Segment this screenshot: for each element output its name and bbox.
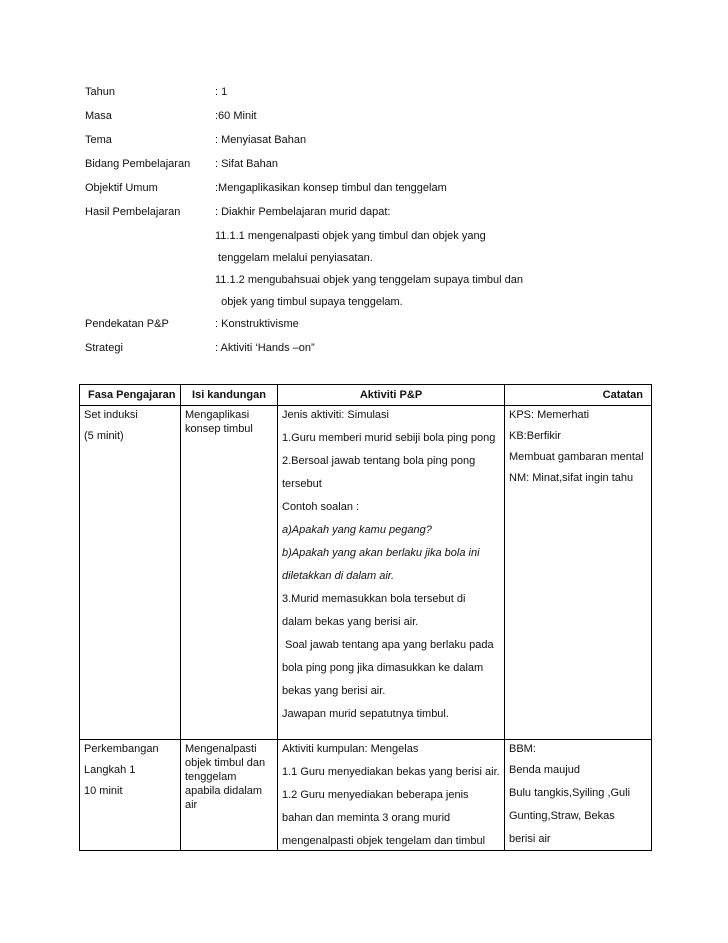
pendekatan-label: Pendekatan P&P: [85, 318, 169, 330]
strategi-value: : Aktiviti ‘Hands –on”: [215, 342, 315, 354]
catatan-line: BBM:: [509, 743, 536, 755]
table-row: [80, 740, 652, 851]
catatan-line: Membuat gambaran mental: [509, 451, 644, 463]
isi-cell: [181, 740, 278, 851]
aktiviti-line: 1.1 Guru menyediakan bekas yang berisi air.: [282, 766, 500, 778]
aktiviti-line: Jawapan murid sepatutnya timbul.: [282, 708, 449, 720]
lesson-plan-table: [79, 384, 652, 851]
fasa-line: Langkah 1: [84, 764, 136, 776]
aktiviti-line: 2.Bersoal jawab tentang bola ping pong: [282, 455, 476, 467]
tema-value: : Menyiasat Bahan: [215, 134, 307, 146]
fasa-line: 10 minit: [84, 785, 123, 797]
catatan-line: NM: Minat,sifat ingin tahu: [509, 472, 634, 484]
aktiviti-line: bekas yang berisi air.: [282, 685, 386, 697]
catatan-line: berisi air: [509, 833, 551, 845]
table-header-row: [80, 385, 652, 406]
masa-label: Masa: [85, 110, 112, 122]
tahun-label: Tahun: [85, 86, 115, 98]
hasil-value: : Diakhir Pembelajaran murid dapat:: [215, 206, 391, 218]
aktiviti-line: Contoh soalan :: [282, 501, 360, 513]
catatan-cell: [505, 740, 652, 851]
strategi-label: Strategi: [85, 342, 123, 354]
hasil-line: 11.1.2 mengubahsuai objek yang tenggelam supaya timbul dan: [215, 274, 524, 286]
fasa-line: Set induksi: [84, 409, 138, 421]
header-aktiviti: Aktiviti P&P: [278, 385, 505, 406]
aktiviti-line: bahan dan meminta 3 orang murid: [282, 812, 451, 824]
pendekatan-value: : Konstruktivisme: [215, 318, 299, 330]
hasil-line: objek yang timbul supaya tenggelam.: [215, 296, 403, 308]
header-fasa: Fasa Pengajaran: [80, 385, 181, 406]
catatan-line: Benda maujud: [509, 764, 580, 776]
fasa-line: Perkembangan: [84, 743, 159, 755]
header-isi: Isi kandungan: [181, 385, 278, 406]
masa-value: :60 Minit: [215, 110, 257, 122]
fasa-line: (5 minit): [84, 430, 124, 442]
hasil-label: Hasil Pembelajaran: [85, 206, 181, 218]
fasa-cell: [80, 740, 181, 851]
catatan-line: KPS: Memerhati: [509, 409, 590, 421]
hasil-line: 11.1.1 mengenalpasti objek yang timbul dan objek yang: [215, 230, 486, 242]
aktiviti-line: tersebut: [282, 478, 322, 490]
catatan-line: Bulu tangkis,Syiling ,Guli: [509, 787, 631, 799]
header-catatan: Catatan: [505, 385, 652, 406]
aktiviti-line: Soal jawab tentang apa yang berlaku pada: [282, 639, 494, 651]
aktiviti-line: a)Apakah yang kamu pegang?: [282, 524, 432, 536]
aktiviti-cell: [278, 740, 505, 851]
aktiviti-line: diletakkan di dalam air.: [282, 570, 395, 582]
isi-cell: [181, 406, 278, 740]
aktiviti-line: bola ping pong jika dimasukkan ke dalam: [282, 662, 484, 674]
aktiviti-cell: [278, 406, 505, 740]
tahun-value: : 1: [215, 86, 228, 98]
isi-text: Mengenalpasti objek timbul dan tenggelam apabila didalam air: [185, 743, 266, 811]
objektif-label: Objektif Umum: [85, 182, 158, 194]
objektif-value: :Mengaplikasikan konsep timbul dan tenggelam: [215, 182, 447, 194]
isi-text: Mengaplikasi konsep timbul: [185, 409, 253, 435]
tema-label: Tema: [85, 134, 112, 146]
catatan-line: Gunting,Straw, Bekas: [509, 810, 615, 822]
aktiviti-line: b)Apakah yang akan berlaku jika bola ini: [282, 547, 480, 559]
aktiviti-line: 1.2 Guru menyediakan beberapa jenis: [282, 789, 469, 801]
hasil-line: tenggelam melalui penyiasatan.: [215, 252, 373, 264]
fasa-cell: [80, 406, 181, 740]
table-row: [80, 406, 652, 740]
bidang-value: : Sifat Bahan: [215, 158, 278, 170]
aktiviti-line: mengenalpasti objek tengelam dan timbul: [282, 835, 486, 847]
aktiviti-line: 1.Guru memberi murid sebiji bola ping pong: [282, 432, 496, 444]
aktiviti-line: Aktiviti kumpulan: Mengelas: [282, 743, 419, 755]
bidang-label: Bidang Pembelajaran: [85, 158, 191, 170]
aktiviti-line: dalam bekas yang berisi air.: [282, 616, 419, 628]
aktiviti-line: Jenis aktiviti: Simulasi: [282, 409, 389, 421]
aktiviti-line: 3.Murid memasukkan bola tersebut di: [282, 593, 466, 605]
catatan-cell: [505, 406, 652, 740]
catatan-line: KB:Berfikir: [509, 430, 561, 442]
